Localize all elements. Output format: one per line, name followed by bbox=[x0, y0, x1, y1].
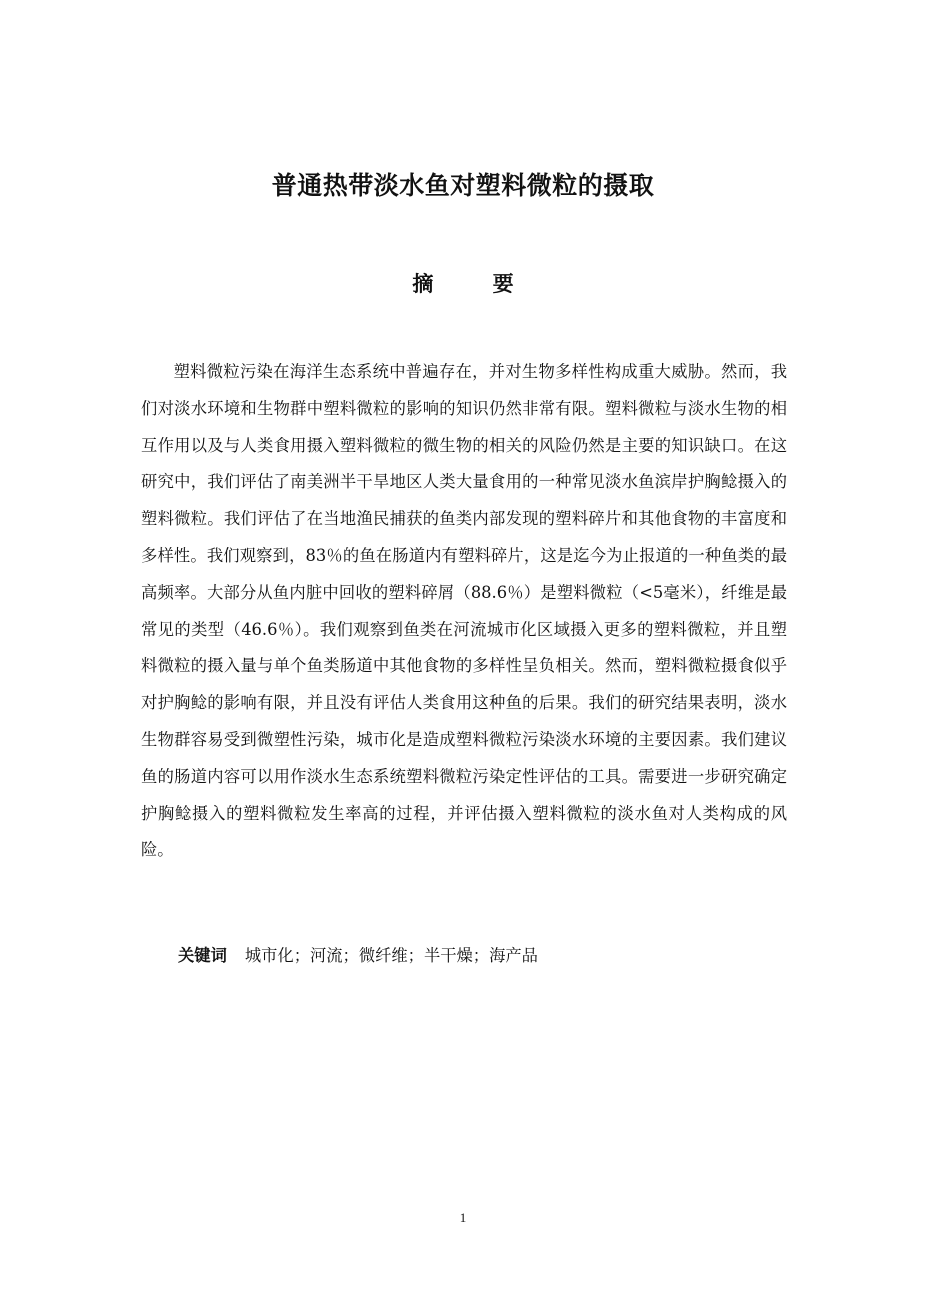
page-number: 1 bbox=[459, 1210, 467, 1225]
document-title: 普通热带淡水鱼对塑料微粒的摄取 bbox=[271, 171, 655, 200]
abstract-heading: 摘 要 bbox=[412, 272, 540, 296]
keywords-line bbox=[178, 938, 778, 974]
keywords-label: 关键词 bbox=[178, 946, 227, 965]
keywords-list: 城市化；河流；微纤维；半干燥；海产品 bbox=[244, 946, 538, 965]
abstract-paragraph: 塑料微粒污染在海洋生态系统中普遍存在，并对生物多样性构成重大威胁。然而，我们对淡水环境和生物群中塑料微粒的影响的知识仍然非常有限。塑料微粒与淡水生物的相互作用以及与人类食用摄入塑料微粒的微生物的相关的风险仍然是主要的知识缺口。在这研究中，我们评估了南美洲半干旱地区人类大量食用的一种常见淡水鱼滨岸护胸鲶摄入的塑料微粒。我们评估了在当地渔民捕获的鱼类内部发现的塑料碎片和其他食物的丰富度和多样性。我们观察到，83％的鱼在肠道内有塑料碎片，这是迄今为止报道的一种鱼类的最高频率。大部分从鱼内脏中回收的塑料碎屑（88.6％）是塑料微粒（<5毫米），纤维是最常见的类型（46.6％）。我们观察到鱼类在河流城市化区域摄入更多的塑料微粒，并且塑料微粒的摄入量与单个鱼类肠道中其他食物的多样性呈负相关。然而，塑料微粒摄食似乎对护胸鲶的影响有限，并且没有评估人类食用这种鱼的后果。我们的研究结果表明，淡水生物群容易受到微塑性污染，城市化是造成塑料微粒污染淡水环境的主要因素。我们建议鱼的肠道内容可以用作淡水生态系统塑料微粒污染定性评估的工具。需要进一步研究确定护胸鲶摄入的塑料微粒发生率高的过程，并评估摄入塑料微粒的淡水鱼对人类构成的风险。 bbox=[141, 362, 787, 860]
